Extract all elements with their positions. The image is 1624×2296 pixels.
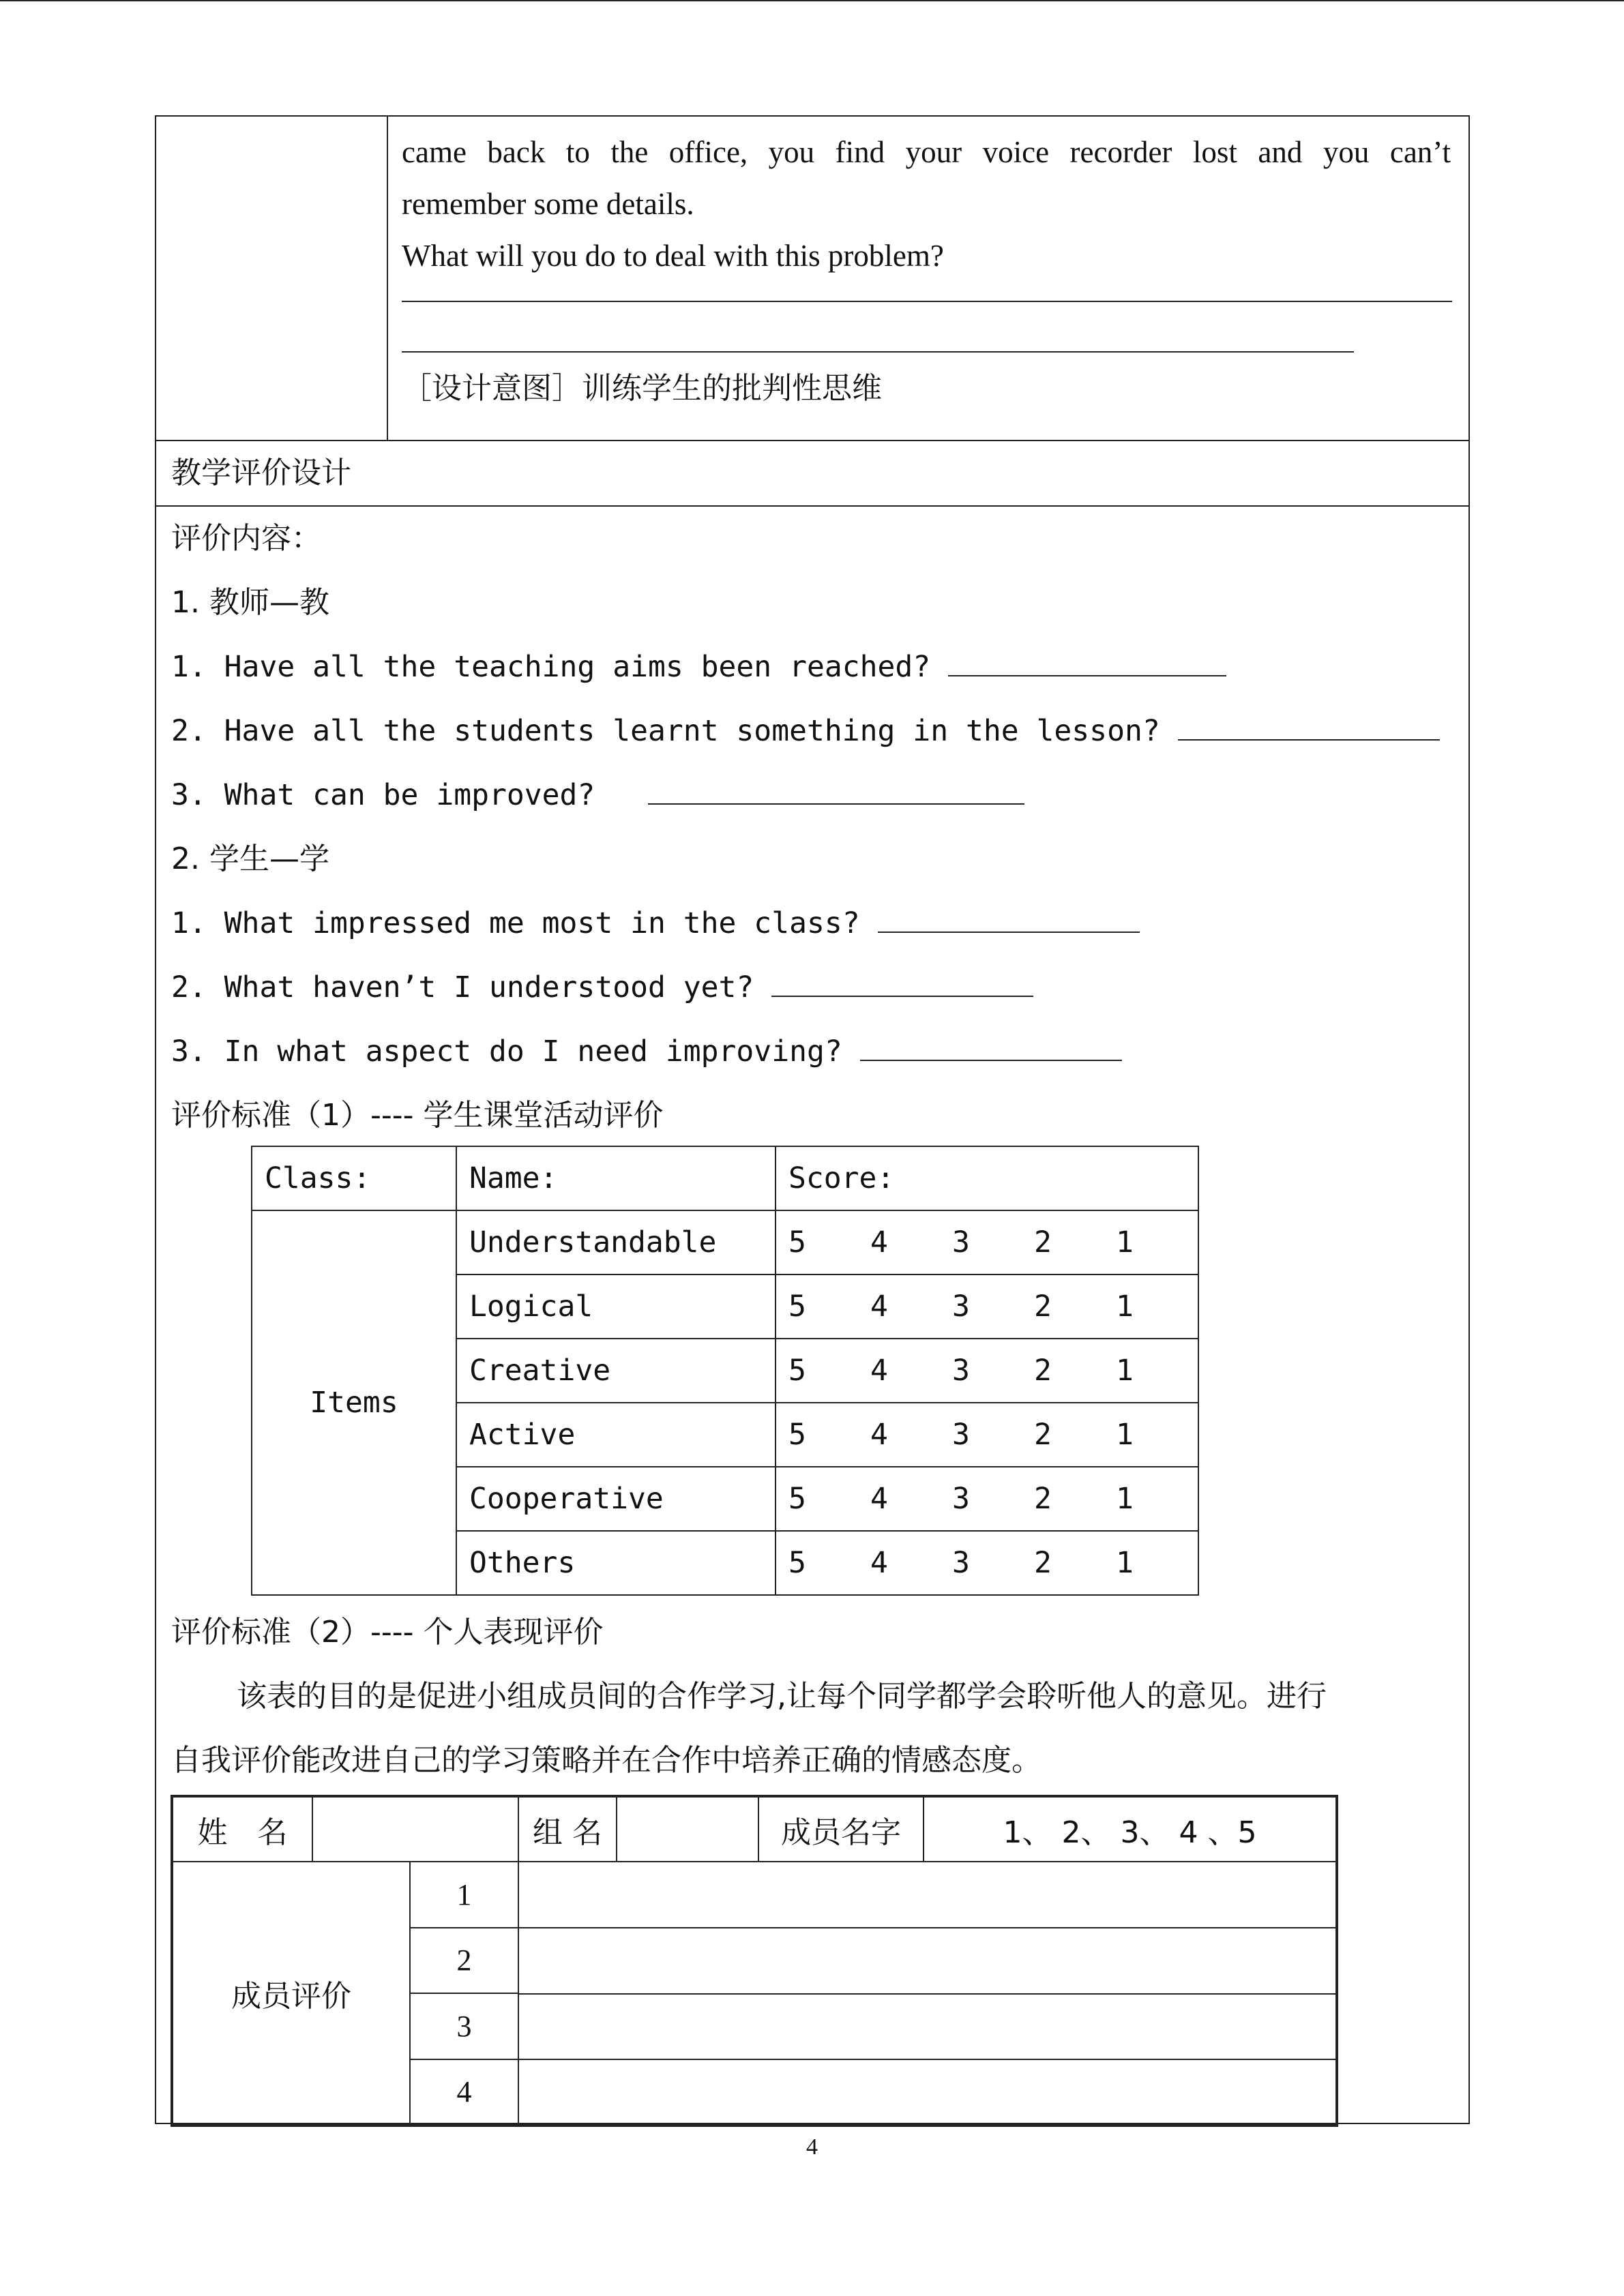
answer-blank[interactable]: [771, 967, 1033, 997]
member-row-number: 4: [456, 2075, 472, 2109]
personal-evaluation-table: [171, 1795, 1338, 2127]
top-border-line: [0, 0, 1624, 1]
evaluation-content: [156, 507, 1468, 1148]
item-name: Cooperative: [456, 1467, 776, 1531]
criteria2-paragraph-2: 自我评价能改进自己的学习策略并在合作中培养正确的情感态度。: [171, 1743, 1042, 1778]
teacher-question-2: 2. Have all the students learnt something in the lesson?: [171, 699, 1468, 763]
content-heading: 评价内容：: [171, 521, 321, 556]
items-label: Items: [252, 1210, 456, 1595]
score-options: 5 4 3 2 1: [776, 1210, 1198, 1274]
section-title: 教学评价设计: [156, 441, 1468, 507]
answer-blank[interactable]: [860, 1031, 1122, 1061]
answer-blank[interactable]: [948, 646, 1226, 676]
activity-right-cell: [388, 117, 1468, 440]
item-name: Understandable: [456, 1210, 776, 1274]
answer-line-2[interactable]: [402, 351, 1354, 353]
group-label: 组 名: [518, 1796, 617, 1862]
scenario-line-1: came back to the office, you find your voice recorder lost and you can’t: [402, 135, 1451, 169]
scenario-question: What will you do to deal with this problem?: [402, 239, 944, 273]
member-numbers: 1、 2、 3、 4 、5: [924, 1796, 1337, 1862]
student-section-title: 2. 学生—学: [171, 841, 329, 876]
answer-line-1[interactable]: [402, 301, 1452, 302]
student-question-2: 2. What haven’t I understood yet?: [171, 955, 1468, 1019]
member-eval-field-1[interactable]: [518, 1862, 1337, 1928]
item-name: Others: [456, 1531, 776, 1595]
member-label: 成员名字: [758, 1796, 924, 1862]
name-field[interactable]: [312, 1796, 518, 1862]
name-label: Name:: [456, 1146, 776, 1210]
scenario-line-2: remember some details.: [402, 187, 694, 221]
activity-left-cell: [156, 117, 388, 440]
student-question-3: 3. In what aspect do I need improving?: [171, 1019, 1468, 1084]
page-number: 4: [806, 2134, 818, 2160]
answer-blank[interactable]: [648, 775, 1024, 805]
document-page: [155, 115, 1470, 2124]
class-label: Class:: [252, 1146, 456, 1210]
criteria2-paragraph-1: 该表的目的是促进小组成员间的合作学习,让每个同学都学会聆听他人的意见。进行: [237, 1679, 1327, 1714]
member-eval-field-4[interactable]: [518, 2059, 1337, 2126]
item-name: Logical: [456, 1274, 776, 1339]
activity-row: [156, 117, 1468, 441]
member-row-number: 1: [411, 1862, 518, 1928]
member-eval-field-2[interactable]: [518, 1928, 1337, 1994]
score-options: 5 4 3 2 1: [776, 1403, 1198, 1467]
item-name: Active: [456, 1403, 776, 1467]
teacher-question-3: 3. What can be improved?: [171, 763, 1468, 827]
score-options: 5 4 3 2 1: [776, 1274, 1198, 1339]
answer-blank[interactable]: [1178, 711, 1440, 741]
group-field[interactable]: [617, 1796, 758, 1862]
member-row-number: 3: [411, 1994, 518, 2060]
student-question-1: 1. What impressed me most in the class?: [171, 891, 1468, 955]
criteria1-title: 评价标准（1）---- 学生课堂活动评价: [171, 1098, 664, 1133]
member-row-number: 2: [411, 1928, 518, 1995]
score-options: 5 4 3 2 1: [776, 1339, 1198, 1403]
score-options: 5 4 3 2 1: [776, 1531, 1198, 1595]
teacher-question-1: 1. Have all the teaching aims been reached?: [171, 635, 1468, 699]
member-eval-label: 成员评价: [173, 1862, 411, 2124]
answer-blank[interactable]: [878, 903, 1140, 933]
name-label: 姓 名: [172, 1796, 312, 1862]
member-eval-field-3[interactable]: [518, 1994, 1337, 2060]
score-options: 5 4 3 2 1: [776, 1467, 1198, 1531]
score-label: Score:: [776, 1146, 1198, 1210]
item-name: Creative: [456, 1339, 776, 1403]
member-eval-label-cell: [172, 1862, 518, 2126]
criteria2-title: 评价标准（2）---- 个人表现评价: [171, 1615, 604, 1650]
activity-evaluation-table: [251, 1146, 1199, 1596]
design-intent: ［设计意图］训练学生的批判性思维: [402, 371, 882, 406]
teacher-section-title: 1. 教师—教: [171, 585, 329, 620]
